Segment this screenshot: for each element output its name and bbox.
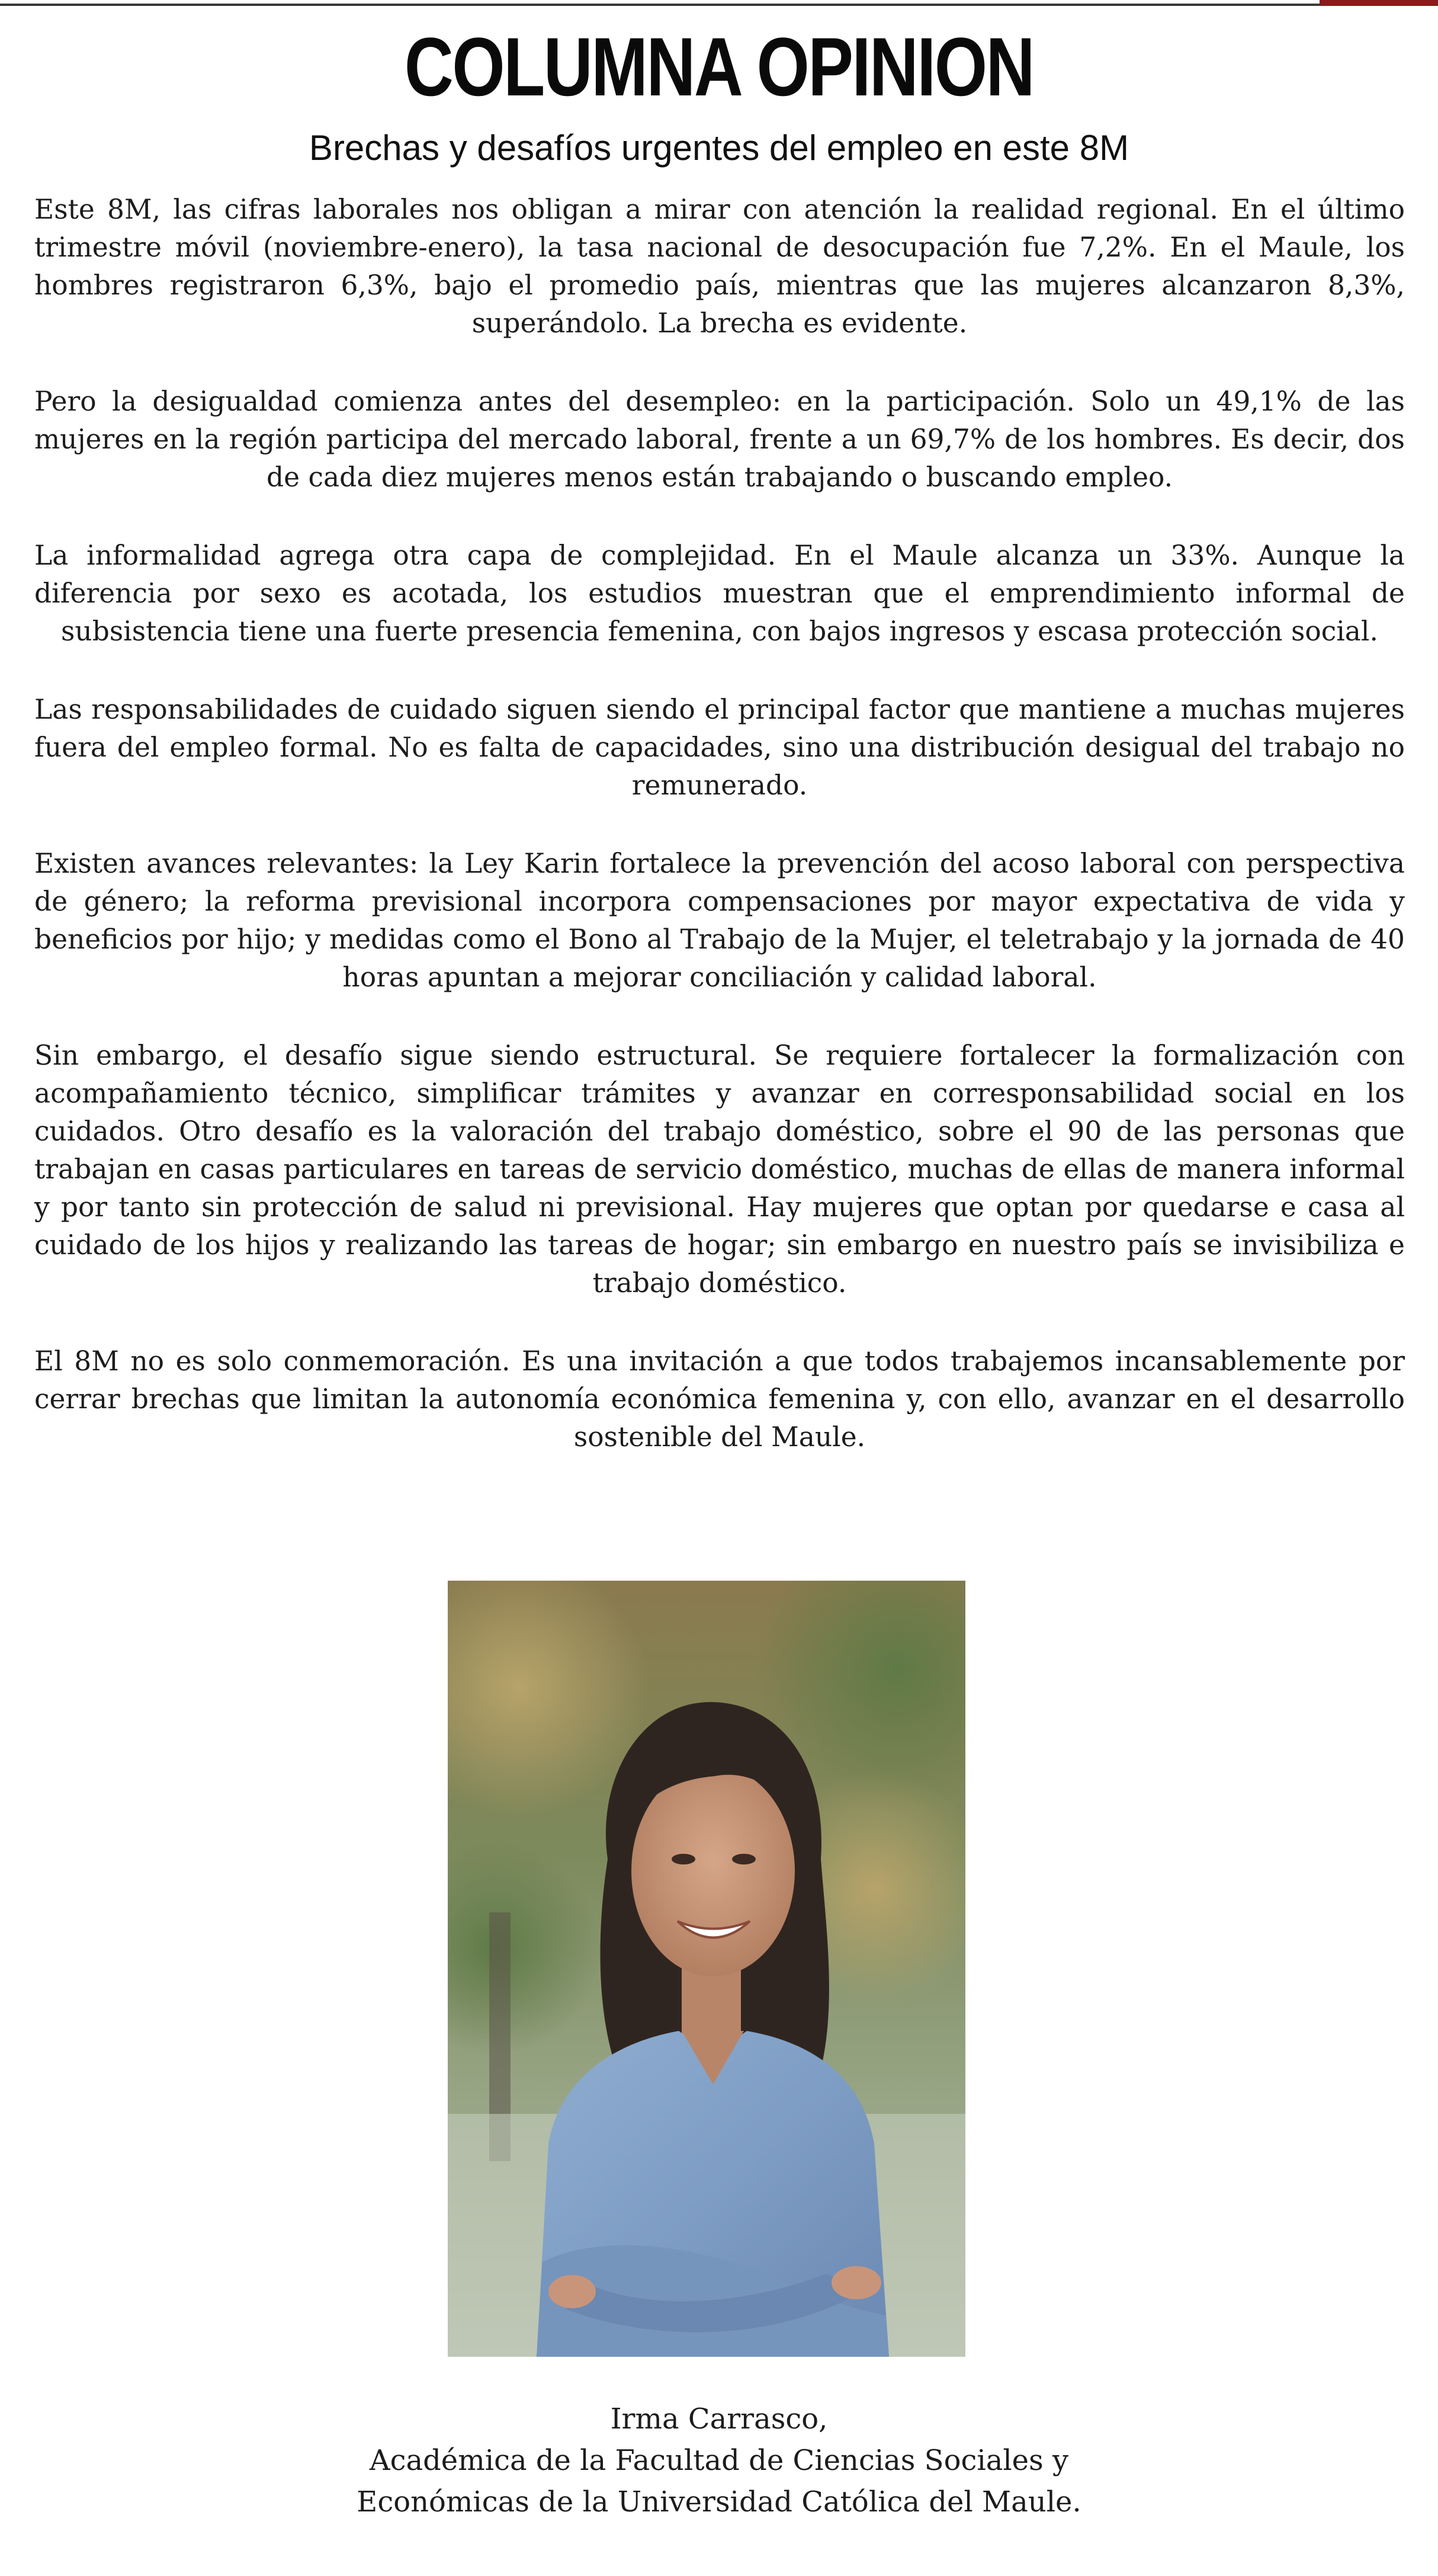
paragraph-5: Existen avances relevantes: la Ley Karin fortalece la prevención del acoso laboral con perspectiva de género; la reforma previsional incorpora compensaciones por mayor expectativa de vida y beneficios por hijo; y medidas como el Bono al Trabajo de la Mujer, el teletrabajo y la jornada de 40 horas apuntan a mejorar conciliación y calidad laboral. — [34, 848, 1405, 993]
author-role-line-2: Económicas de la Universidad Católica del Maule. — [357, 2485, 1081, 2519]
top-rule — [0, 4, 1438, 6]
article-headline: Brechas y desafíos urgentes del empleo en este 8M — [309, 128, 1129, 168]
paragraph-4: Las responsabilidades de cuidado siguen siendo el principal factor que mantiene a muchas mujeres fuera del empleo formal. No es falta de capacidades, sino una distribución desigual del trabajo no remunerado. — [34, 694, 1405, 801]
section-title: COLUMNA OPINION — [404, 20, 1034, 113]
author-signature — [0, 2398, 1438, 2523]
paragraph-3: La informalidad agrega otra capa de complejidad. En el Maule alcanza un 33%. Aunque la diferencia por sexo es acotada, los estudios muestran que el emprendimiento informal de subsistencia tiene una fuerte presencia femenina, con bajos ingresos y escasa protección social. — [34, 540, 1405, 647]
article-body — [34, 191, 1405, 1497]
paragraph-6: Sin embargo, el desafío sigue siendo estructural. Se requiere fortalecer la formalización con acompañamiento técnico, simplificar trámites y avanzar en corresponsabilidad social en los cuidados. Otro desafío es la valoración del trabajo doméstico, sobre el 90 de las personas que trabajan en casas particulares en tareas de servicio doméstico, muchas de ellas de manera informal y por tanto sin protección de salud ni previsional. Hay mujeres que optan por quedarse e casa al cuidado de los hijos y realizando las tareas de hogar; sin embargo en nuestro país se invisibiliza e trabajo doméstico. — [34, 1040, 1405, 1299]
author-photo — [448, 1581, 965, 2357]
paragraph-2: Pero la desigualdad comienza antes del desempleo: en la participación. Solo un 49,1% de las mujeres en la región participa del mercado laboral, frente a un 69,7% de los hombres. Es decir, dos de cada diez mujeres menos están trabajando o buscando empleo. — [34, 386, 1405, 493]
paragraph-7: El 8M no es solo conmemoración. Es una invitación a que todos trabajemos incansablemente por cerrar brechas que limitan la autonomía económica femenina y, con ello, avanzar en el desarrollo sostenible del Maule. — [34, 1345, 1405, 1453]
paragraph-1: Este 8M, las cifras laborales nos obligan a mirar con atención la realidad regional. En el último trimestre móvil (noviembre-enero), la tasa nacional de desocupación fue 7,2%. En el Maule, los hombres registraron 6,3%, bajo el promedio país, mientras que las mujeres alcanzaron 8,3%, superándolo. La brecha es evidente. — [34, 194, 1405, 339]
top-accent-bar — [1320, 0, 1438, 6]
author-role-line-1: Académica de la Facultad de Ciencias Sociales y — [369, 2444, 1069, 2477]
author-name: Irma Carrasco, — [610, 2402, 828, 2436]
